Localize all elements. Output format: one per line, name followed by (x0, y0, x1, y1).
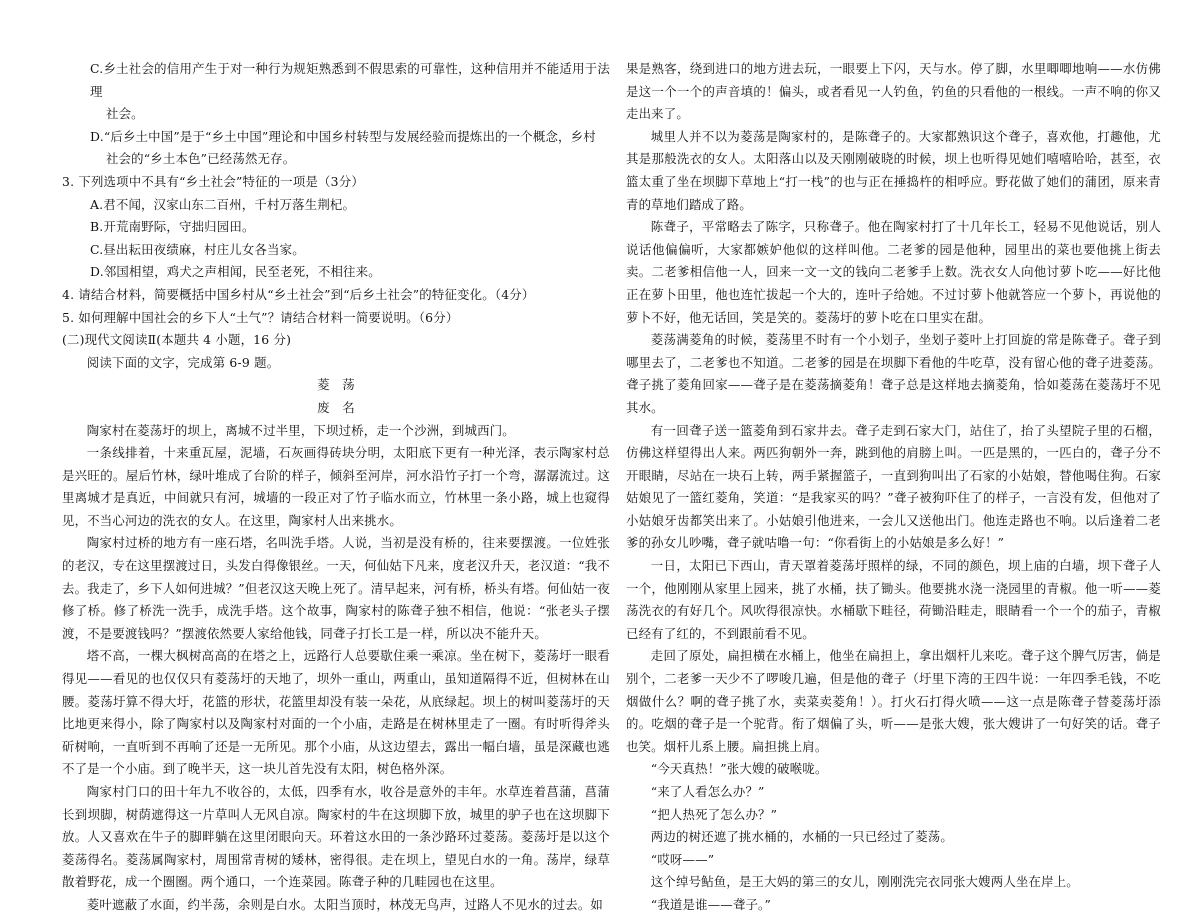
question2-option-c-continued: 社会。 (106, 106, 144, 122)
essay-title: 菱 荡 (317, 377, 355, 393)
question2-option-d: D.“后乡土中国”是于“乡土中国”理论和中国乡村转型与发展经验而提炼出的一个概念，乡村 (90, 128, 596, 144)
question3-option-b: B.开荒南野际，守拙归园田。 (90, 219, 255, 235)
essay-paragraph-9: 菱荡满菱角的时候，菱荡里不时有一个小划子，坐划子菱叶上打回旋的常是陈聋子。聋子到哪里去了，二老爹也不知道。二老爹的园是在坝脚下看他的牛吃草，没有留心他的聋子进菱荡。聋子挑了菱角回家——聋子是在菱荡摘菱角！聋子总是这样地去摘菱角，恰如菱荡在菱荡圩不见其水。 (626, 332, 1161, 415)
dialogue-line-5: “我道是谁——聋子。” (650, 896, 771, 912)
essay-paragraph-5: 陶家村门口的田十年九不收谷的，太低，四季有水，收谷是意外的丰年。水草连着菖蒲，菖蒲长到坝脚，树荫遮得这一片草叫人无风自凉。陶家村的牛在这坝脚下放，城里的驴子也在这坝脚下放。人又喜欢在牛子的脚畔躺在这里闭眼向天。环着这水田的一条沙路环过菱荡。菱荡圩是以这个菱荡得名。菱荡属陶家村，周围常青树的矮林，密得很。走在坝上，望见白水的一角。荡岸，绿草散着野花，成一个圈圈。两个通口，一个连菜园。陈聋子种的几畦园也在这里。 (62, 784, 610, 890)
dialogue-line-2: “来了人看怎么办？” (650, 784, 765, 799)
essay-paragraph-7: 城里人并不以为菱荡是陶家村的，是陈聋子的。大家都熟识这个聋子，喜欢他，打趣他，尤其是那般洗衣的女人。太阳落山以及天刚刚破晓的时候，坝上也听得见她们嘻嘻哈哈，甚至，衣篮太重了坐在坝脚下草地上“打一栈”的也与正在捶捣杵的相呼应。野花做了她们的蒲团，原来青青的草地们踏成了路。 (626, 128, 1161, 212)
essay-paragraph-4: 塔不高，一棵大枫树高高的在塔之上，远路行人总要歇住乘一乘凉。坐在树下，菱荡圩一眼看得见——看见的也仅仅只有菱荡圩的天地了，坝外一重山，两重山，虽知道隔得不近，但树林在山腰。菱荡圩算不得大圩，花篮的形状，花篮里却没有装一朵花，从底绿起。坝上的树叫菱荡圩的天比地更来得小，除了陶家村以及陶家村对面的一个小庙，走路是在树林里走了一圈。有时听得斧头斫树响，一直听到不再响了还是一无所见。那个小庙，从这边望去，露出一幅白墙，虽是深藏也逃不了是一个小庙。到了晚半天，这一块儿首先没有太阳，树色格外深。 (62, 648, 610, 777)
dialogue-line-1: “今天真热！”张大嫂的破喉咙。 (650, 761, 828, 777)
essay-paragraph-1: 陶家村在菱荡圩的坝上，离城不过半里，下坝过桥，走一个沙洲，到城西门。 (86, 422, 515, 438)
dialogue-line-3: “把人热死了怎么办？” (650, 806, 778, 822)
essay-paragraph-14: 这个绰号鲇鱼，是王大妈的第三的女儿，刚刚洗完衣同张大嫂两人坐在岸上。 (650, 874, 1079, 890)
question4: 4. 请结合材料，简要概括中国乡村从“乡土社会”到“后乡土社会”的特征变化。（4分） (62, 286, 535, 302)
section-heading: (二)现代文阅读Ⅱ(本题共 4 小题，16 分) (62, 332, 292, 348)
essay-paragraph-6: 菱叶遮蔽了水面，约半荡，余则是白水。太阳当顶时，林茂无鸟声，过路人不见水的过去。如 (86, 896, 604, 912)
right-column (626, 58, 1161, 917)
essay-paragraph-8: 陈聋子，平常略去了陈字，只称聋子。他在陶家村打了十几年长工，轻易不见他说话，别人说话他偏偏听，大家都嫉妒他似的这样叫他。二老爹的园是他种，园里出的菜也要他挑上街去卖。二老爹相信他一人，回来一文一文的钱向二老爹手上数。洗衣女人向他讨萝卜吃——好比他正在萝卜田里，他也连忙拔起一个大的，连叶子给她。不过讨萝卜他就答应一个萝卜，再说他的萝卜不好，他无话回，笑是笑的。菱荡圩的萝卜吃在口里实在甜。 (626, 219, 1161, 325)
question5: 5. 如何理解中国社会的乡下人“土气”？请结合材料一简要说明。（6分） (62, 309, 459, 325)
reading-instruction: 阅读下面的文字，完成第 6-9 题。 (86, 354, 280, 370)
essay-paragraph-11: 一日，太阳已下西山，青天罩着菱荡圩照样的绿，不同的颜色，坝上庙的白墙，坝下聋子人一个，他刚刚从家里上园来，挑了水桶，扶了锄头。他要挑水浇一浇园里的青椒。他一听——菱荡洗衣的有好几个。风吹得很凉快。水桶歇下畦径，荷锄沿畦走，眼睛看一个一个的茄子，青椒已经有了红的，不到跟前看不见。 (626, 558, 1161, 641)
question3-option-a: A.君不闻，汉家山东二百州，千村万落生荆杞。 (90, 196, 356, 212)
essay-paragraph-13: 两边的树还遮了挑水桶的，水桶的一只已经过了菱荡。 (650, 829, 953, 845)
dialogue-line-4: “哎呀——” (650, 851, 715, 867)
essay-paragraph-2: 一条线排着，十来重瓦屋，泥墙，石灰画得砖块分明，太阳底下更有一种光泽，表示陶家村总是兴旺的。屋后竹林，绿叶堆成了台阶的样子，倾斜至河岸，河水沿竹子打一个弯，潺潺流过。这里离城才是真近，中间就只有河，城墙的一段正对了竹子临水而立，竹林里一条小路，城上也窥得见，不当心河边的洗衣的女人。在这里，陶家村人出来挑水。 (62, 445, 610, 528)
essay-paragraph-10: 有一回聋子送一篮菱角到石家井去。聋子走到石家大门，站住了，抬了头望院子里的石榴，仿佛这样望得出人来。两匹狗朝外一奔，跳到他的肩膀上叫。一匹是黑的，一匹白的，聋子分不开眼睛，尽站在一块石上转，两手紧握篮子，一直到狗叫出了石家的小姑娘，替他喝住狗。石家姑娘见了一篮红菱角，笑道：“是我家买的吗？”聋子被狗吓住了的样子，一言没有发，但他对了小姑娘牙齿都笑出来了。小姑娘引他进来，一会儿又送他出门。他连走路也不响。以后逢着二老爹的孙女儿吵嘴，聋子就咕噜一句：“你看街上的小姑娘是多么好！” (626, 422, 1161, 551)
question2-option-d-continued: 社会的“乡土本色”已经荡然无存。 (106, 151, 296, 167)
question3-option-c: C.昼出耘田夜绩麻，村庄儿女各当家。 (90, 241, 305, 257)
left-column (62, 58, 610, 917)
essay-paragraph-3: 陶家村过桥的地方有一座石塔，名叫洗手塔。人说，当初是没有桥的，往来要摆渡。一位姓张的老汉，专在这里摆渡过日，头发白得像银丝。一天，何仙姑下凡来，度老汉升天，老汉道：“我不去。我走了，乡下人如何进城？”但老汉这天晚上死了。清早起来，河有桥，桥头有塔。何仙姑一夜修了桥。修了桥洗一洗手，成洗手塔。这个故事，陶家村的陈聋子独不相信，他说：“张老头子摆渡，不是要渡钱吗？”摆渡依然要人家给他钱，同聋子打长工是一样，所以决不能升天。 (62, 535, 610, 641)
essay-paragraph-6-continued: 果是熟客，绕到进口的地方进去玩，一眼要上下闪，天与水。停了脚，水里唧唧地响——水仿佛是这一个一个的声音填的！偏头，或者看见一人钓鱼，钓鱼的只看他的一根线。一声不响的你又走出来了。 (626, 61, 1161, 122)
question2-option-c: C.乡土社会的信用产生于对一种行为规矩熟悉到不假思索的可靠性，这种信用并不能适用于法理 (90, 61, 610, 99)
essay-paragraph-12: 走回了原处，扁担横在水桶上，他坐在扁担上，拿出烟杆儿来吃。聋子这个脾气厉害，倘是别个，二老爹一天少不了啰唆几遍，但是他的聋子（圩里下湾的王四牛说：一年四季毛钱，不吃烟做什么？啊的聋子挑了水，卖菜卖菱角！）。打火石打得火喷——这一点是陈聋子替菱荡圩添的。吃烟的聋子是一个驼背。衔了烟偏了头，听——是张大嫂，张大嫂讲了一句好笑的话。聋子也笑。烟杆儿系上腰。扁担挑上肩。 (626, 648, 1161, 754)
question3-stem: 3. 下列选项中不具有“乡土社会”特征的一项是（3分） (62, 173, 364, 189)
essay-author: 废 名 (317, 399, 355, 415)
question3-option-d: D.邻国相望，鸡犬之声相闻，民至老死，不相往来。 (90, 264, 381, 280)
